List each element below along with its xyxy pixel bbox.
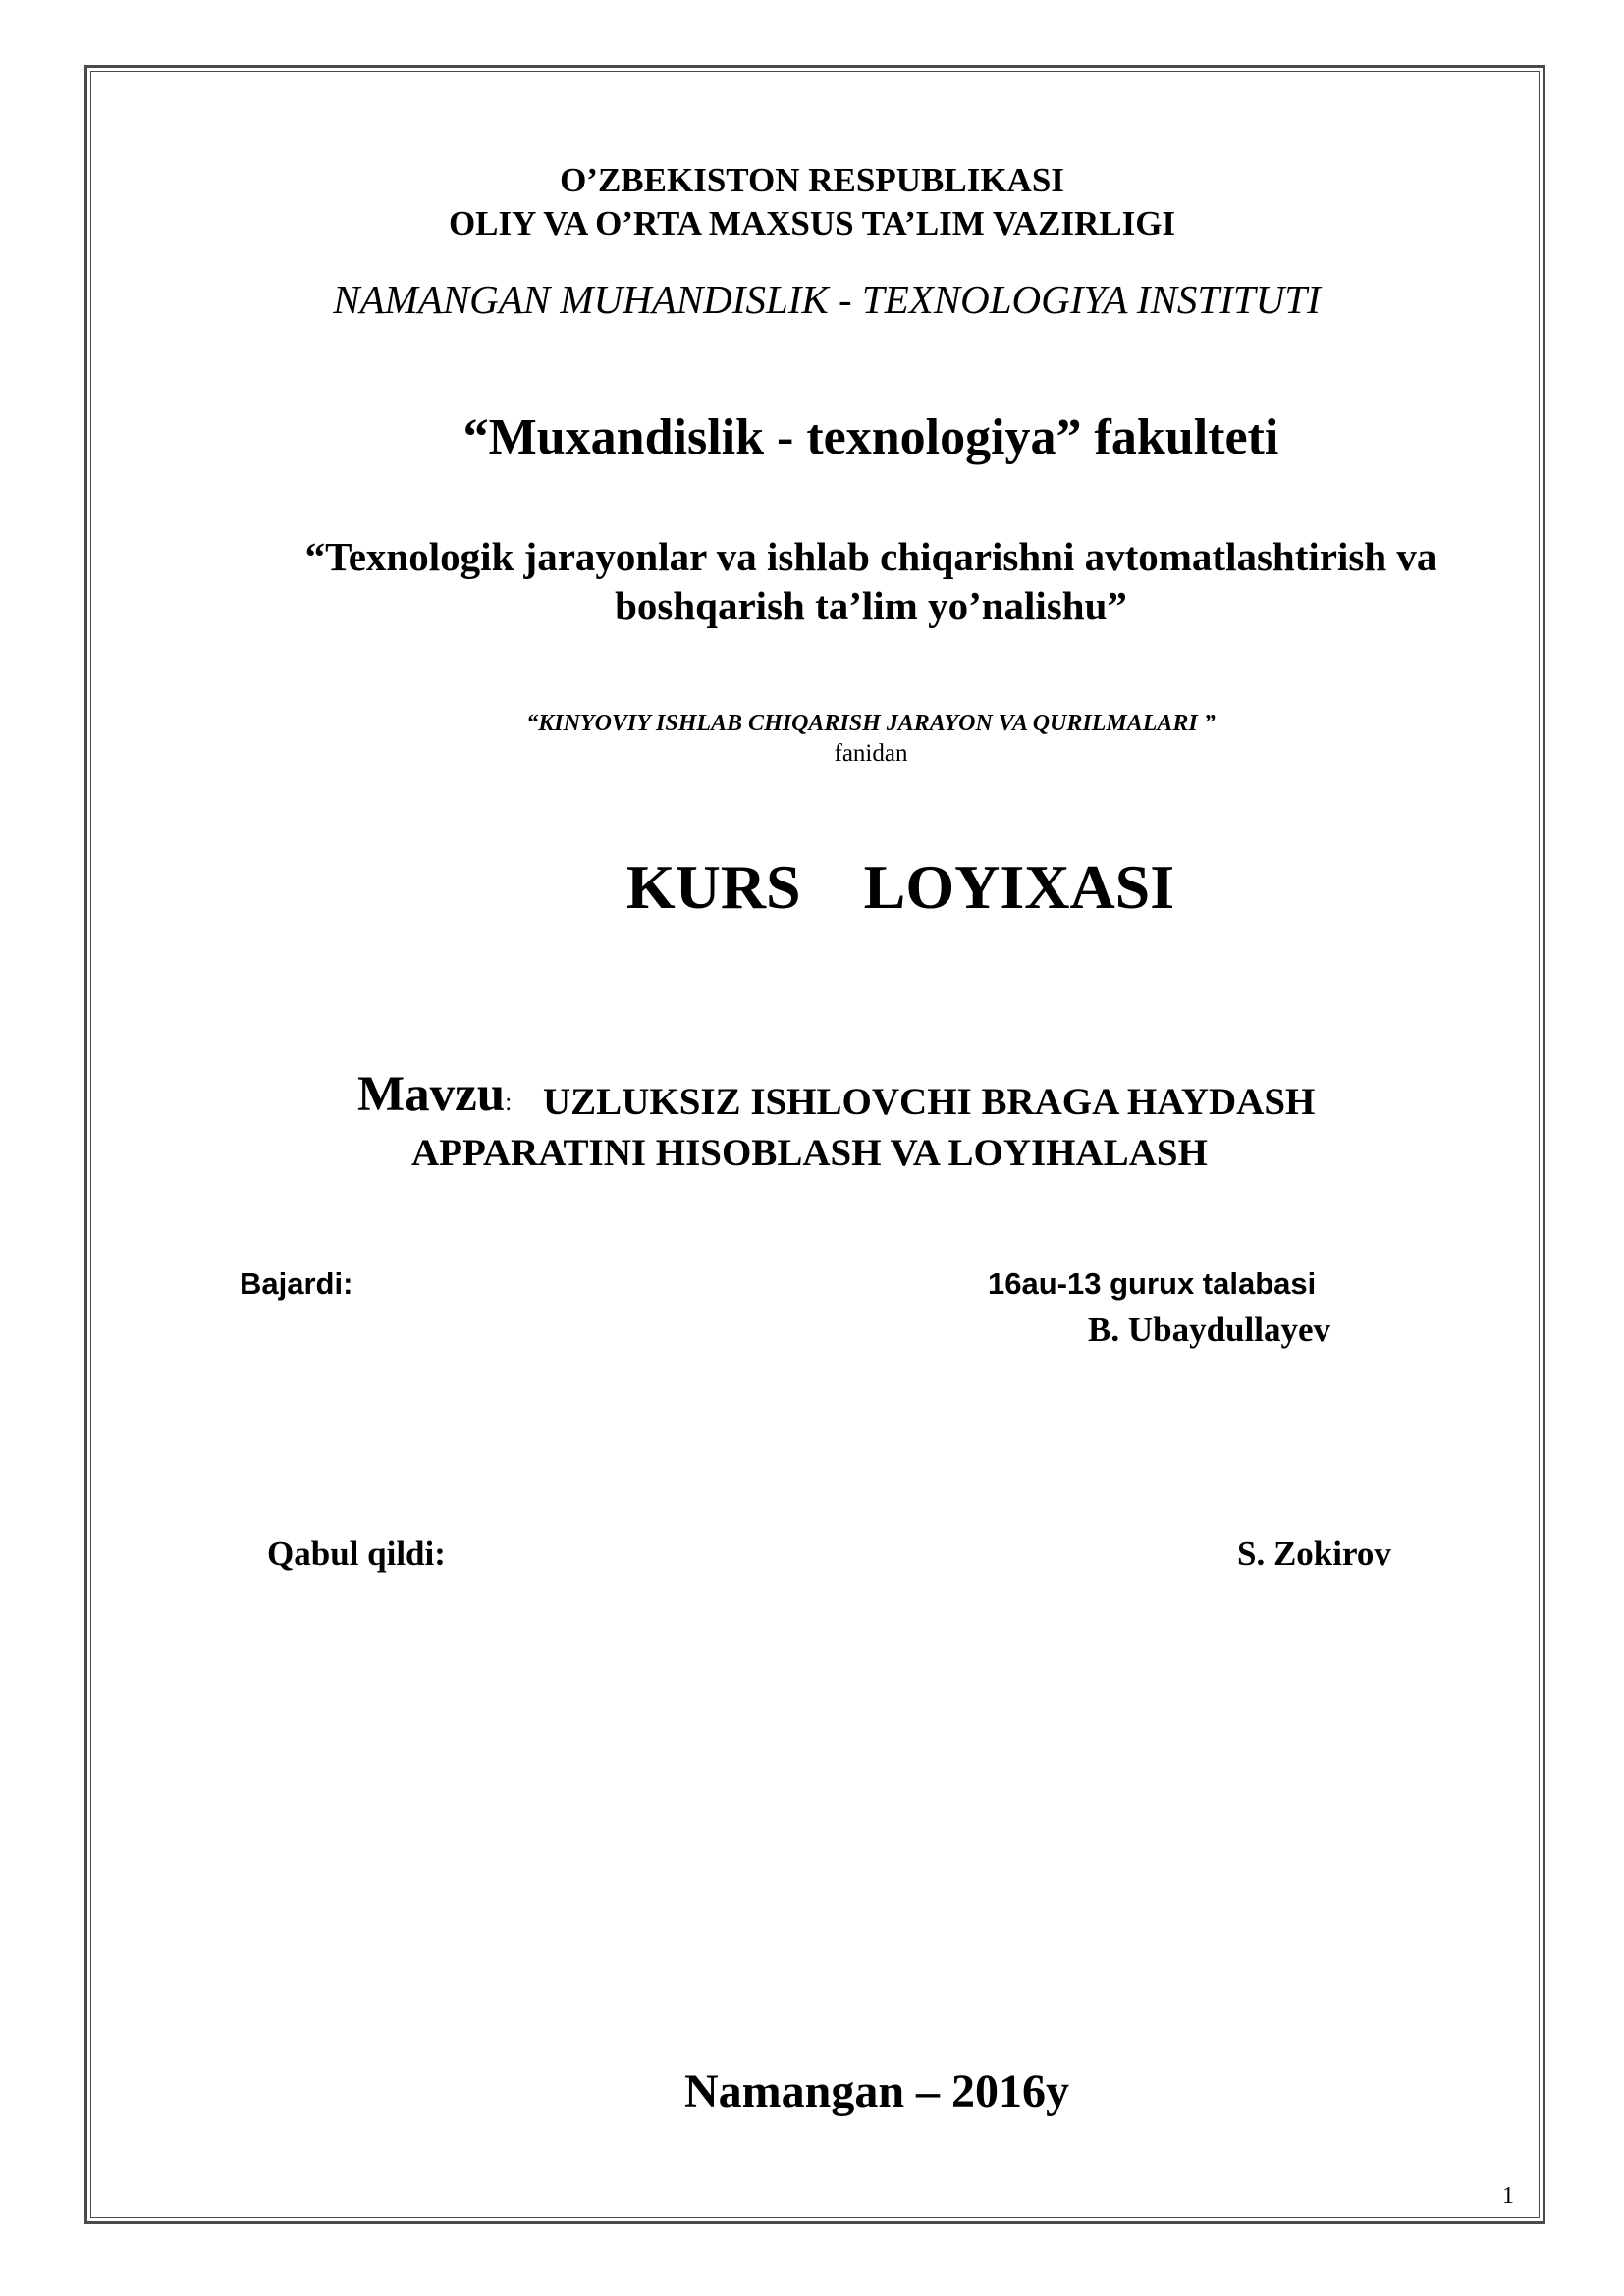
direction-line-2: boshqarish ta’lim yo’nalishu” — [615, 583, 1127, 628]
page-number: 1 — [1502, 2183, 1514, 2209]
topic-label-word: Mavzu — [357, 1067, 506, 1122]
student-name: B. Ubaydullayev — [1088, 1310, 1330, 1349]
place-year: Namangan – 2016y — [683, 2065, 1070, 2117]
topic-separator: : — [505, 1088, 513, 1116]
subject-suffix: fanidan — [834, 740, 908, 767]
direction-line-1: “Texnologik jarayonlar va ishlab chiqarishni avtomatlashtirish va — [304, 534, 1437, 579]
teacher-name: S. Zokirov — [1237, 1534, 1391, 1573]
institute-title: NAMANGAN MUHANDISLIK - TEXNOLOGIYA INSTITUTI — [333, 277, 1321, 322]
student-group: 16au-13 gurux talabasi — [988, 1266, 1317, 1301]
republic-title: O’ZBEKISTON RESPUBLIKASI — [560, 161, 1064, 199]
topic-label — [357, 1067, 513, 1122]
faculty-title: “Muxandislik - texnologiya” fakulteti — [462, 409, 1279, 465]
topic-line-2: APPARATINI HISOBLASH VA LOYIHALASH — [411, 1132, 1208, 1174]
ministry-title: OLIY VA O’RTA MAXSUS TA’LIM VAZIRLIGI — [448, 204, 1176, 242]
subject-name: “KINYOVIY ISHLAB CHIQARISH JARAYON VA QURILMALARI ” — [526, 711, 1216, 736]
performed-label: Bajardi: — [240, 1266, 353, 1301]
document-type-title: KURS LOYIXASI — [625, 852, 1175, 922]
accepted-label: Qabul qildi: — [267, 1534, 446, 1573]
topic-line-1: UZLUKSIZ ISHLOVCHI BRAGA HAYDASH — [543, 1081, 1316, 1123]
